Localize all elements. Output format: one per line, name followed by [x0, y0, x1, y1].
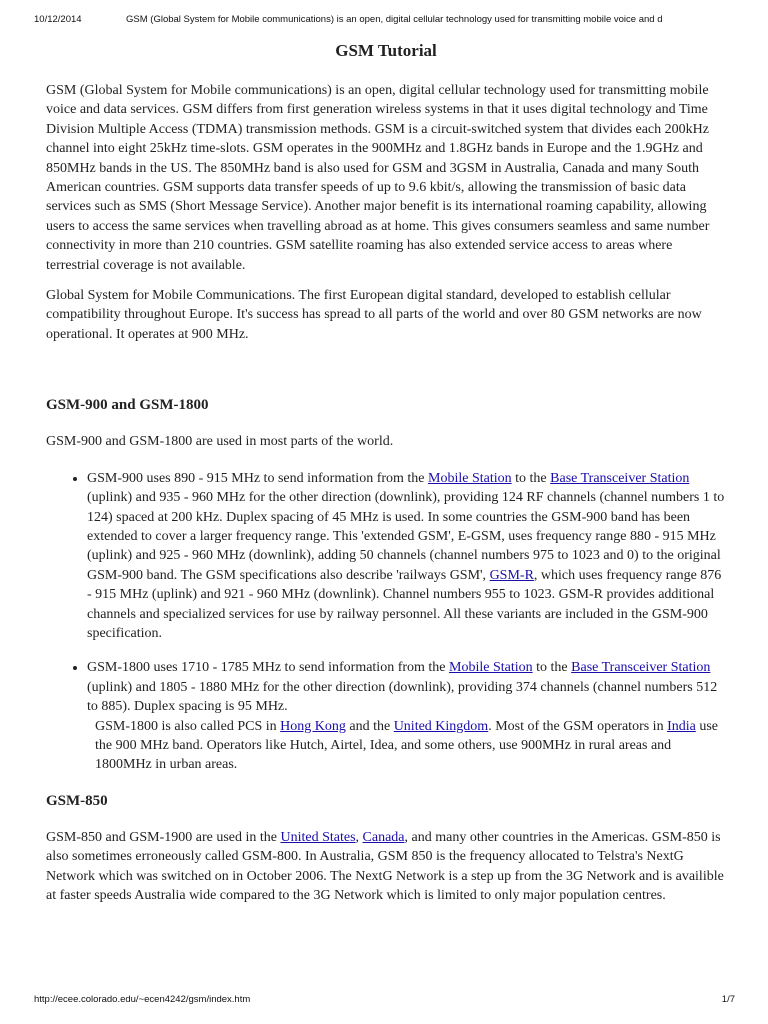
link-united-states[interactable]: United States: [280, 829, 356, 845]
list-item-gsm900: • GSM-900 uses 890 - 915 MHz to send information from the Mobile Station to the Base Transceiver Station (uplink) and 935 - 960 MHz for the other direction (downlink), providing 124 RF channels (channel numbers 1 to 124) spaced at 200 kHz. Duplex spacing of 45 MHz is used. In some countries the GSM-900 band has been extended to cover a larger frequency range. This 'extended GSM', E-GSM, uses frequency range 880 - 915 MHz (uplink) and 925 - 960 MHz (downlink), adding 50 channels (channel numbers 975 to 1023 and 0) to the original GSM-900 band. The GSM specifications also describe 'railways GSM', GSM-R, which uses frequency range 876 - 915 MHz (uplink) and 921 - 960 MHz (downlink). Channel numbers 955 to 1023. GSM-R provides additional channels and specialized services for use by railway personnel. All these variants are included in the GSM-900 specification.: [87, 469, 726, 644]
intro-paragraph: GSM (Global System for Mobile communications) is an open, digital cellular technology used for transmitting mobile voice and data services. GSM differs from first generation wireless systems in that it uses digital technology and Time Division Multiple Access (TDMA) transmission methods. GSM is a circuit-switched system that divides each 200kHz channel into eight 25kHz time-slots. GSM operates in the 900MHz and 1.8GHz bands in Europe and the 1.9GHz and 850MHz bands in the US. The 850MHz band is also used for GSM and 3GSM in Australia, Canada and many South American countries. GSM supports data transfer speeds of up to 9.6 kbit/s, allowing the transmission of basic data services such as SMS (Short Message Service). Another major benefit is its international roaming capability, allowing users to access the same services when travelling abroad as at home. This gives consumers seamless and same number connectivity in more than 210 countries. GSM satellite roaming has also extended service access to areas where terrestrial coverage is not available.: [46, 83, 710, 273]
link-mobile-station[interactable]: Mobile Station: [428, 470, 512, 486]
link-united-kingdom[interactable]: United Kingdom: [393, 718, 489, 734]
link-hong-kong[interactable]: Hong Kong: [280, 718, 346, 734]
band-list: [46, 469, 726, 775]
list-item-gsm1800: • GSM-1800 uses 1710 - 1785 MHz to send information from the Mobile Station to the Base Transceiver Station (uplink) and 1805 - 1880 MHz for the other direction (downlink), providing 374 channels (channel numbers 512 to 885). Duplex spacing is 95 MHz. GSM-1800 is also called PCS in Hong Kong and the United Kingdom. Most of the GSM operators in India use the 900 MHz band. Operators like Hutch, Airtel, Idea, and some others, use 900MHz in rural areas and 1800MHz in urban areas.: [87, 658, 726, 774]
page-title: GSM Tutorial: [335, 41, 437, 60]
gsm850-paragraph: GSM-850 and GSM-1900 are used in the United States, Canada, and many other countries in the Americas. GSM-850 is also sometimes erroneously called GSM-800. In Australia, GSM 850 is the frequency allocated to Telstra's NextG Network which was switched on in October 2006. The NextG Network is a step up from the 3G Network and is availible at faster speeds Australia wide compared to the 3G Network which is limited to only major population centres.: [46, 829, 724, 903]
gsm1800-note: GSM-1800 is also called PCS in Hong Kong and the United Kingdom. Most of the GSM operators in India use the 900 MHz band. Operators like Hutch, Airtel, Idea, and some others, use 900MHz in rural areas and 1800MHz in urban areas.: [95, 718, 719, 773]
overview-paragraph: Global System for Mobile Communications. The first European digital standard, developed to establish cellular compatibility throughout Europe. It's success has spread to all parts of the world and over 80 GSM networks are now operational. It operates at 900 MHz.: [46, 288, 702, 342]
print-page-title: GSM (Global System for Mobile communications) is an open, digital cellular technology used for transmitting mobile voice and d: [126, 14, 663, 25]
section-heading-gsm900-1800: GSM-900 and GSM-1800: [46, 397, 209, 414]
print-date: 10/12/2014: [34, 14, 82, 25]
section-intro-paragraph: GSM-900 and GSM-1800 are used in most parts of the world.: [46, 434, 394, 450]
link-base-transceiver-station[interactable]: Base Transceiver Station: [550, 470, 690, 486]
link-base-transceiver-station[interactable]: Base Transceiver Station: [571, 660, 711, 676]
page-number: 1/7: [721, 994, 735, 1005]
link-canada[interactable]: Canada: [362, 829, 405, 845]
link-mobile-station[interactable]: Mobile Station: [449, 660, 533, 676]
section-heading-gsm850: GSM-850: [46, 792, 108, 809]
link-india[interactable]: India: [667, 718, 696, 734]
link-gsm-r[interactable]: GSM-R: [489, 567, 534, 583]
document-body: [46, 40, 726, 905]
print-url: http://ecee.colorado.edu/~ecen4242/gsm/index.htm: [34, 994, 251, 1005]
